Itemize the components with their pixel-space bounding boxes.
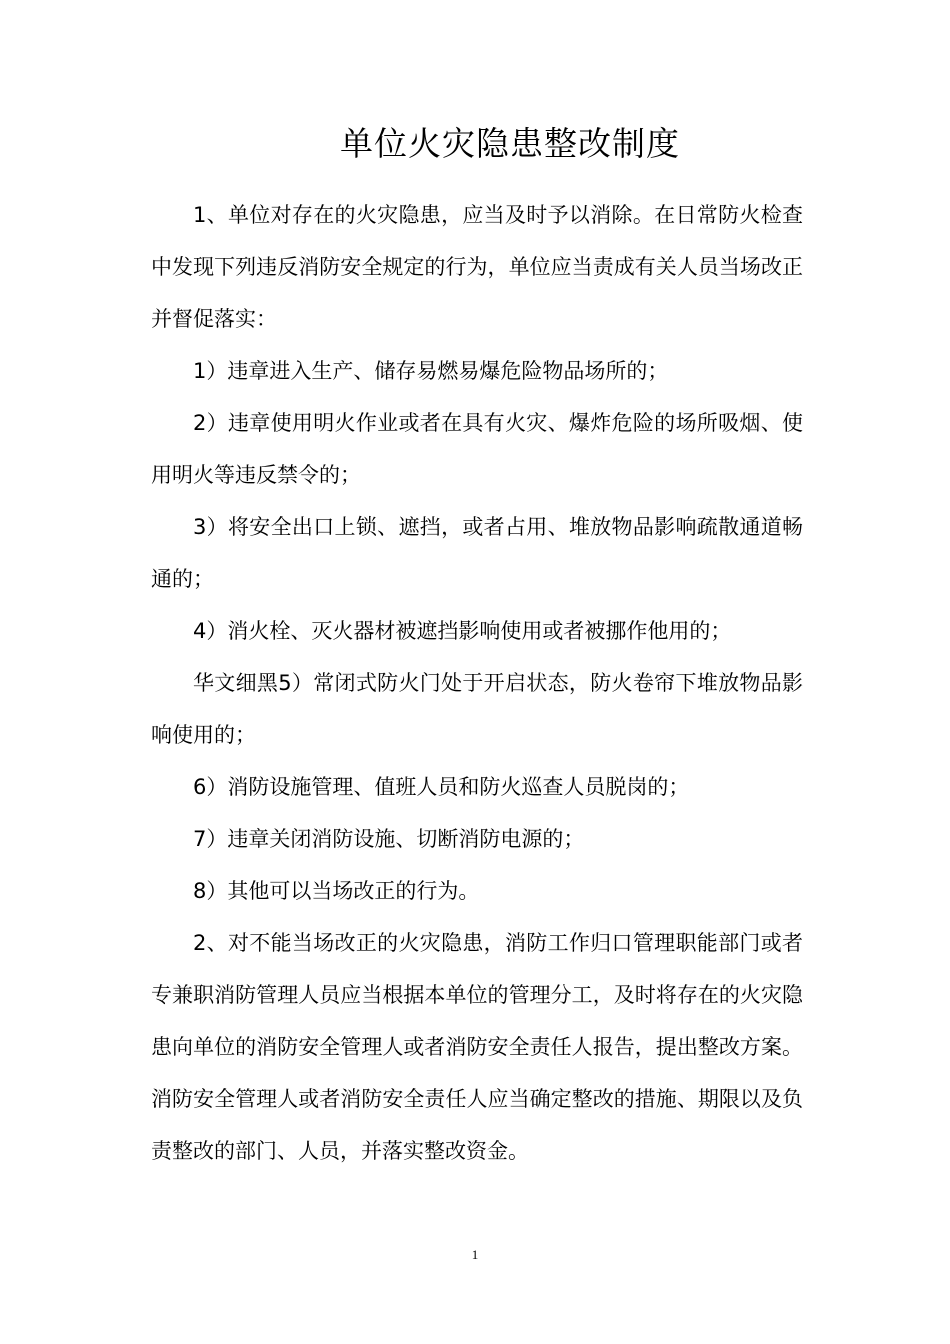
paragraph-1: 1、单位对存在的火灾隐患，应当及时予以消除。在日常防火检查中发现下列违反消防安全规定的行为，单位应当责成有关人员当场改正并督促落实： <box>151 203 803 331</box>
document-body <box>151 189 803 1177</box>
list-item-5: 华文细黑5）常闭式防火门处于开启状态，防火卷帘下堆放物品影响使用的； <box>151 671 803 747</box>
list-item-6: 6）消防设施管理、值班人员和防火巡查人员脱岗的； <box>193 775 690 799</box>
list-item-8: 8）其他可以当场改正的行为。 <box>193 879 480 903</box>
document-title: 单位火灾隐患整改制度 <box>340 124 680 163</box>
list-item-2: 2）违章使用明火作业或者在具有火灾、爆炸危险的场所吸烟、使用明火等违反禁令的； <box>151 411 803 487</box>
paragraph-2: 2、对不能当场改正的火灾隐患，消防工作归口管理职能部门或者专兼职消防管理人员应当根据本单位的管理分工，及时将存在的火灾隐患向单位的消防安全管理人或者消防安全责任人报告，提出整改方案。消防安全管理人或者消防安全责任人应当确定整改的措施、期限以及负责整改的部门、人员，并落实整改资金。 <box>151 931 803 1163</box>
list-item-3: 3）将安全出口上锁、遮挡，或者占用、堆放物品影响疏散通道畅通的； <box>151 515 803 591</box>
page-number: 1 <box>471 1247 479 1262</box>
list-item-4: 4）消火栓、灭火器材被遮挡影响使用或者被挪作他用的； <box>193 619 732 643</box>
list-item-1: 1）违章进入生产、储存易燃易爆危险物品场所的； <box>193 359 669 383</box>
list-item-7: 7）违章关闭消防设施、切断消防电源的； <box>193 827 585 851</box>
